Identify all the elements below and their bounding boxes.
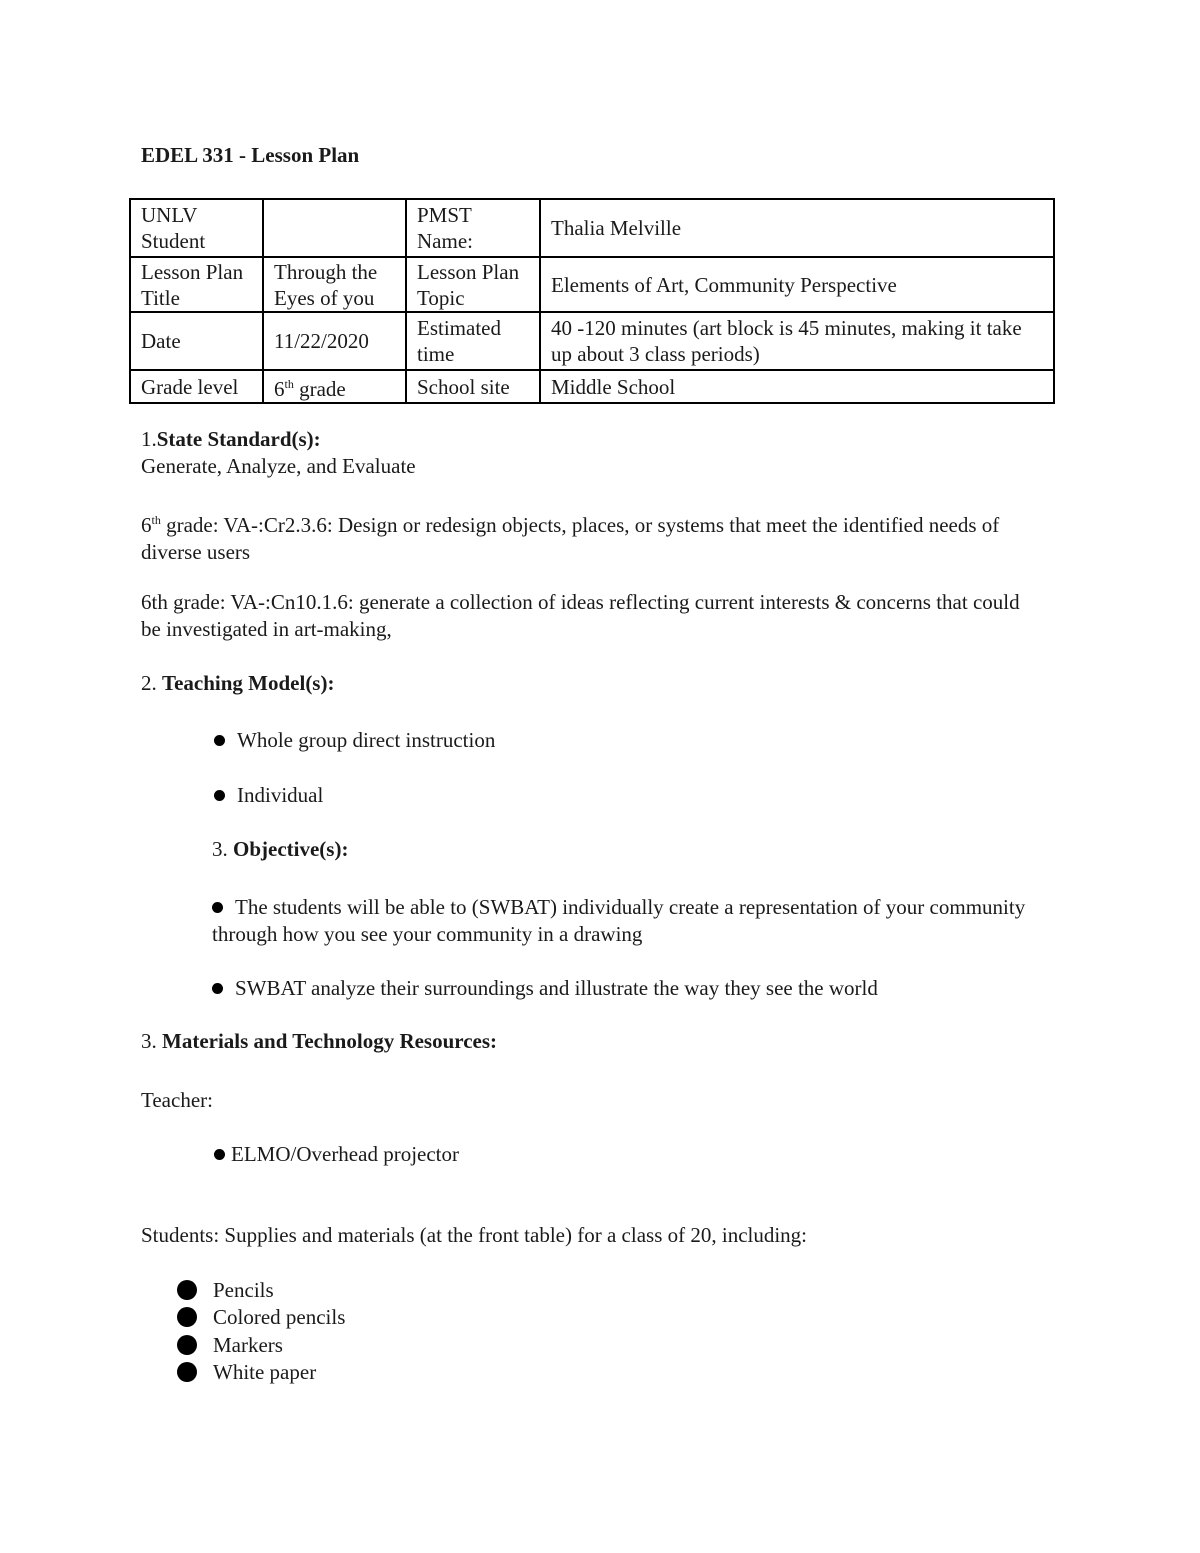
list-item: The students will be able to (SWBAT) individually create a representation of your community through how you see your community in a drawing [212, 895, 1026, 946]
cell-date-value: 11/22/2020 [263, 312, 406, 370]
bullet-icon [214, 1149, 225, 1160]
cell-estimated-time-label: Estimated time [406, 312, 540, 370]
cell-unlv-student-value [263, 199, 406, 257]
cell-lesson-topic-value: Elements of Art, Community Perspective [540, 257, 1054, 312]
section-materials-heading: 3. Materials and Technology Resources: [141, 1029, 498, 1053]
cell-lesson-title-value: Through the Eyes of you [263, 257, 406, 312]
cell-lesson-title-label: Lesson Plan Title [130, 257, 263, 312]
cell-school-site-value: Middle School [540, 370, 1054, 403]
table-row [130, 257, 1054, 312]
cell-lesson-topic-label: Lesson Plan Topic [406, 257, 540, 312]
bullet-icon [177, 1335, 197, 1355]
list-item: White paper [177, 1360, 316, 1385]
cell-grade-level-label: Grade level [130, 370, 263, 403]
bullet-icon [214, 735, 225, 746]
bullet-icon [177, 1280, 197, 1300]
table-row [130, 312, 1054, 370]
list-item: ELMO/Overhead projector [214, 1142, 459, 1167]
table-row [130, 370, 1054, 403]
list-item: Individual [214, 783, 323, 808]
standard-item: 6th grade: VA-:Cr2.3.6: Design or redesign objects, places, or systems that meet the identified needs of diverse users [141, 513, 1000, 564]
list-item: Markers [177, 1333, 283, 1358]
teacher-label: Teacher: [141, 1088, 213, 1112]
bullet-icon [214, 790, 225, 801]
bullet-icon [212, 983, 223, 994]
list-item: Colored pencils [177, 1305, 345, 1330]
bullet-icon [177, 1362, 197, 1382]
section-objectives-heading: 3. Objective(s): [212, 837, 349, 861]
list-item: Whole group direct instruction [214, 728, 495, 753]
cell-unlv-student-label: UNLV Student [130, 199, 263, 257]
students-label: Students: Supplies and materials (at the front table) for a class of 20, including: [141, 1223, 808, 1247]
table-row [130, 199, 1054, 257]
standard-item: 6th grade: VA-:Cn10.1.6: generate a collection of ideas reflecting current interests & concerns that could be investigated in art-making, [141, 590, 1020, 641]
page-title: EDEL 331 - Lesson Plan [141, 143, 360, 167]
section-state-standards-subtitle: Generate, Analyze, and Evaluate [141, 454, 416, 478]
bullet-icon [177, 1307, 197, 1327]
cell-estimated-time-value: 40 -120 minutes (art block is 45 minutes, making it take up about 3 class periods) [540, 312, 1054, 370]
bullet-icon [212, 902, 223, 913]
cell-school-site-label: School site [406, 370, 540, 403]
list-item: Pencils [177, 1278, 274, 1303]
cell-pmst-name-value: Thalia Melville [540, 199, 1054, 257]
list-item: SWBAT analyze their surroundings and illustrate the way they see the world [212, 976, 878, 1001]
cell-date-label: Date [130, 312, 263, 370]
cell-pmst-name-label: PMST Name: [406, 199, 540, 257]
section-teaching-models-heading: 2. Teaching Model(s): [141, 671, 335, 695]
lesson-info-table [129, 198, 1055, 404]
cell-grade-level-value: 6th grade [263, 370, 406, 403]
section-state-standards-heading: 1.State Standard(s): [141, 427, 321, 451]
